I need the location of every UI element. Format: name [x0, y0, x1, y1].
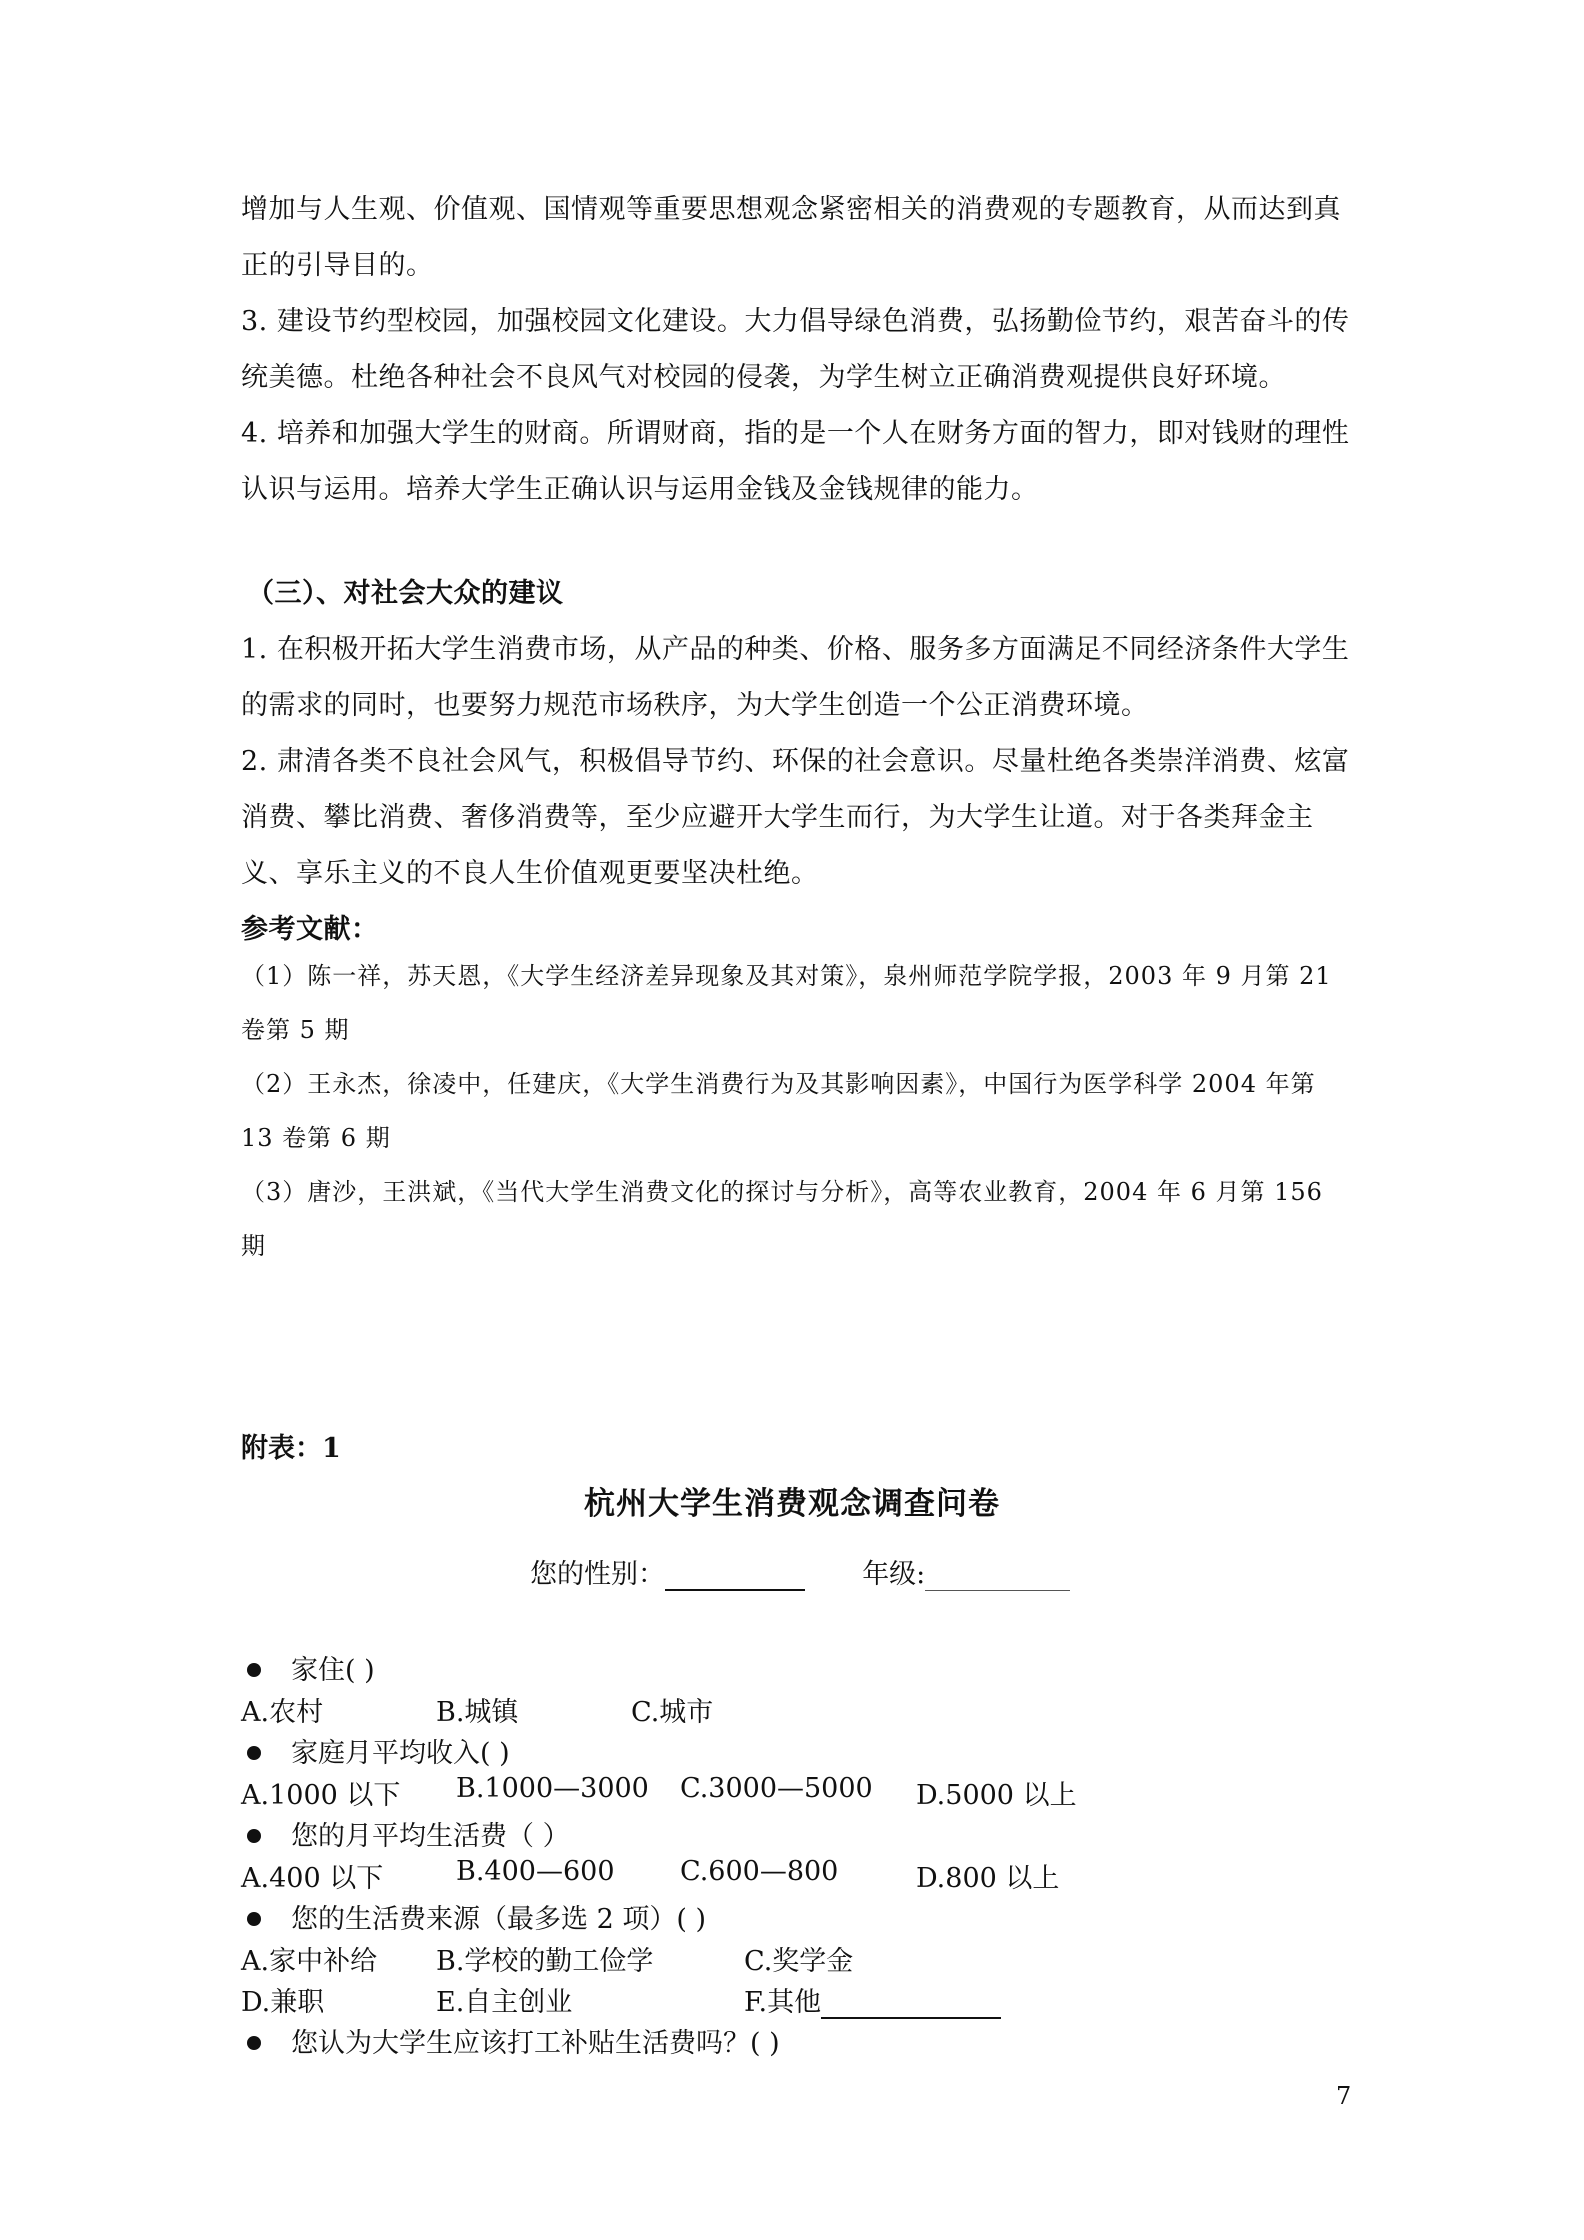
reference-3: （3）唐沙，王洪斌，《当代大学生消费文化的探讨与分析》，高等农业教育，2004 年 6 月第 156 期: [241, 1178, 1323, 1260]
references-list: [241, 949, 1351, 1273]
option-other: [744, 1980, 1001, 2019]
question-2: [241, 1731, 510, 1770]
reference-2: （2）王永杰，徐凌中，任建庆，《大学生消费行为及其影响因素》，中国行为医学科学 2004 年第 13 卷第 6 期: [241, 1070, 1316, 1152]
option: D.5000 以上: [916, 1780, 1077, 1811]
option: C.600—800: [680, 1856, 839, 1887]
section-3-heading: （三）、对社会大众的建议: [247, 578, 564, 609]
references-heading: 参考文献：: [241, 914, 379, 945]
grade-field[interactable]: [925, 1560, 1070, 1591]
option: D.800 以上: [916, 1863, 1060, 1894]
question-text: 家庭月平均收入( ): [291, 1738, 510, 1769]
option: B.学校的勤工俭学: [436, 1946, 654, 1977]
reference-1: （1）陈一祥，苏天恩，《大学生经济差异现象及其对策》，泉州师范学院学报，2003 年 9 月第 21 卷第 5 期: [241, 962, 1332, 1044]
question-text: 您的月平均生活费（ ）: [291, 1821, 570, 1852]
section-3-item-1: 1. 在积极开拓大学生消费市场，从产品的种类、价格、服务多方面满足不同经济条件大学生的需求的同时，也要努力规范市场秩序，为大学生创造一个公正消费环境。: [241, 634, 1350, 721]
question-1: [241, 1648, 375, 1687]
option: C.3000—5000: [680, 1773, 873, 1804]
option: B.1000—3000: [456, 1773, 649, 1804]
option: A.家中补给: [241, 1946, 378, 1977]
question-text: 您的生活费来源（最多选 2 项）( ): [291, 1904, 706, 1935]
option: A.400 以下: [241, 1863, 384, 1894]
respondent-info: [530, 1552, 1070, 1591]
question-3: [241, 1814, 570, 1853]
option: C.奖学金: [744, 1946, 854, 1977]
gender-field[interactable]: [665, 1559, 805, 1591]
bullet-icon: [247, 1829, 261, 1843]
option: C.城市: [631, 1697, 714, 1728]
option: E.自主创业: [436, 1987, 573, 2018]
section-3: [241, 566, 1351, 958]
option: B.400—600: [456, 1856, 615, 1887]
question-text: 您认为大学生应该打工补贴生活费吗？( ): [291, 2028, 780, 2059]
gender-label: 您的性别：: [530, 1559, 665, 1590]
section-3-item-2: 2. 肃清各类不良社会风气，积极倡导节约、环保的社会意识。尽量杜绝各类崇洋消费、炫富消费、攀比消费、奢侈消费等，至少应避开大学生而行，为大学生让道。对于各类拜金主义、享乐主义的不良人生价值观更要坚决杜绝。: [241, 746, 1350, 889]
option: B.城镇: [436, 1697, 519, 1728]
option-other-label: F.其他: [744, 1987, 822, 2018]
question-4: [241, 1897, 706, 1936]
page-number: 7: [1336, 2082, 1352, 2110]
bullet-icon: [247, 1912, 261, 1926]
grade-label: 年级:: [862, 1559, 926, 1590]
appendix-label: 附表：1: [241, 1433, 341, 1464]
bullet-icon: [247, 1746, 261, 1760]
questionnaire-title: 杭州大学生消费观念调查问卷: [584, 1486, 1000, 1522]
question-text: 家住( ): [291, 1655, 375, 1686]
option: A.农村: [241, 1697, 324, 1728]
paragraph-continuation: 增加与人生观、价值观、国情观等重要思想观念紧密相关的消费观的专题教育，从而达到真正的引导目的。: [241, 194, 1341, 281]
top-section: [241, 182, 1351, 518]
option: D.兼职: [241, 1987, 325, 2018]
bullet-icon: [247, 1663, 261, 1677]
option: A.1000 以下: [241, 1780, 401, 1811]
other-field[interactable]: [821, 1989, 1001, 2019]
bullet-icon: [247, 2036, 261, 2050]
question-5: [241, 2021, 780, 2060]
paragraph-item-4: 4. 培养和加强大学生的财商。所谓财商，指的是一个人在财务方面的智力，即对钱财的理性认识与运用。培养大学生正确认识与运用金钱及金钱规律的能力。: [241, 418, 1350, 505]
paragraph-item-3: 3. 建设节约型校园，加强校园文化建设。大力倡导绿色消费，弘扬勤俭节约，艰苦奋斗的传统美德。杜绝各种社会不良风气对校园的侵袭，为学生树立正确消费观提供良好环境。: [241, 306, 1350, 393]
